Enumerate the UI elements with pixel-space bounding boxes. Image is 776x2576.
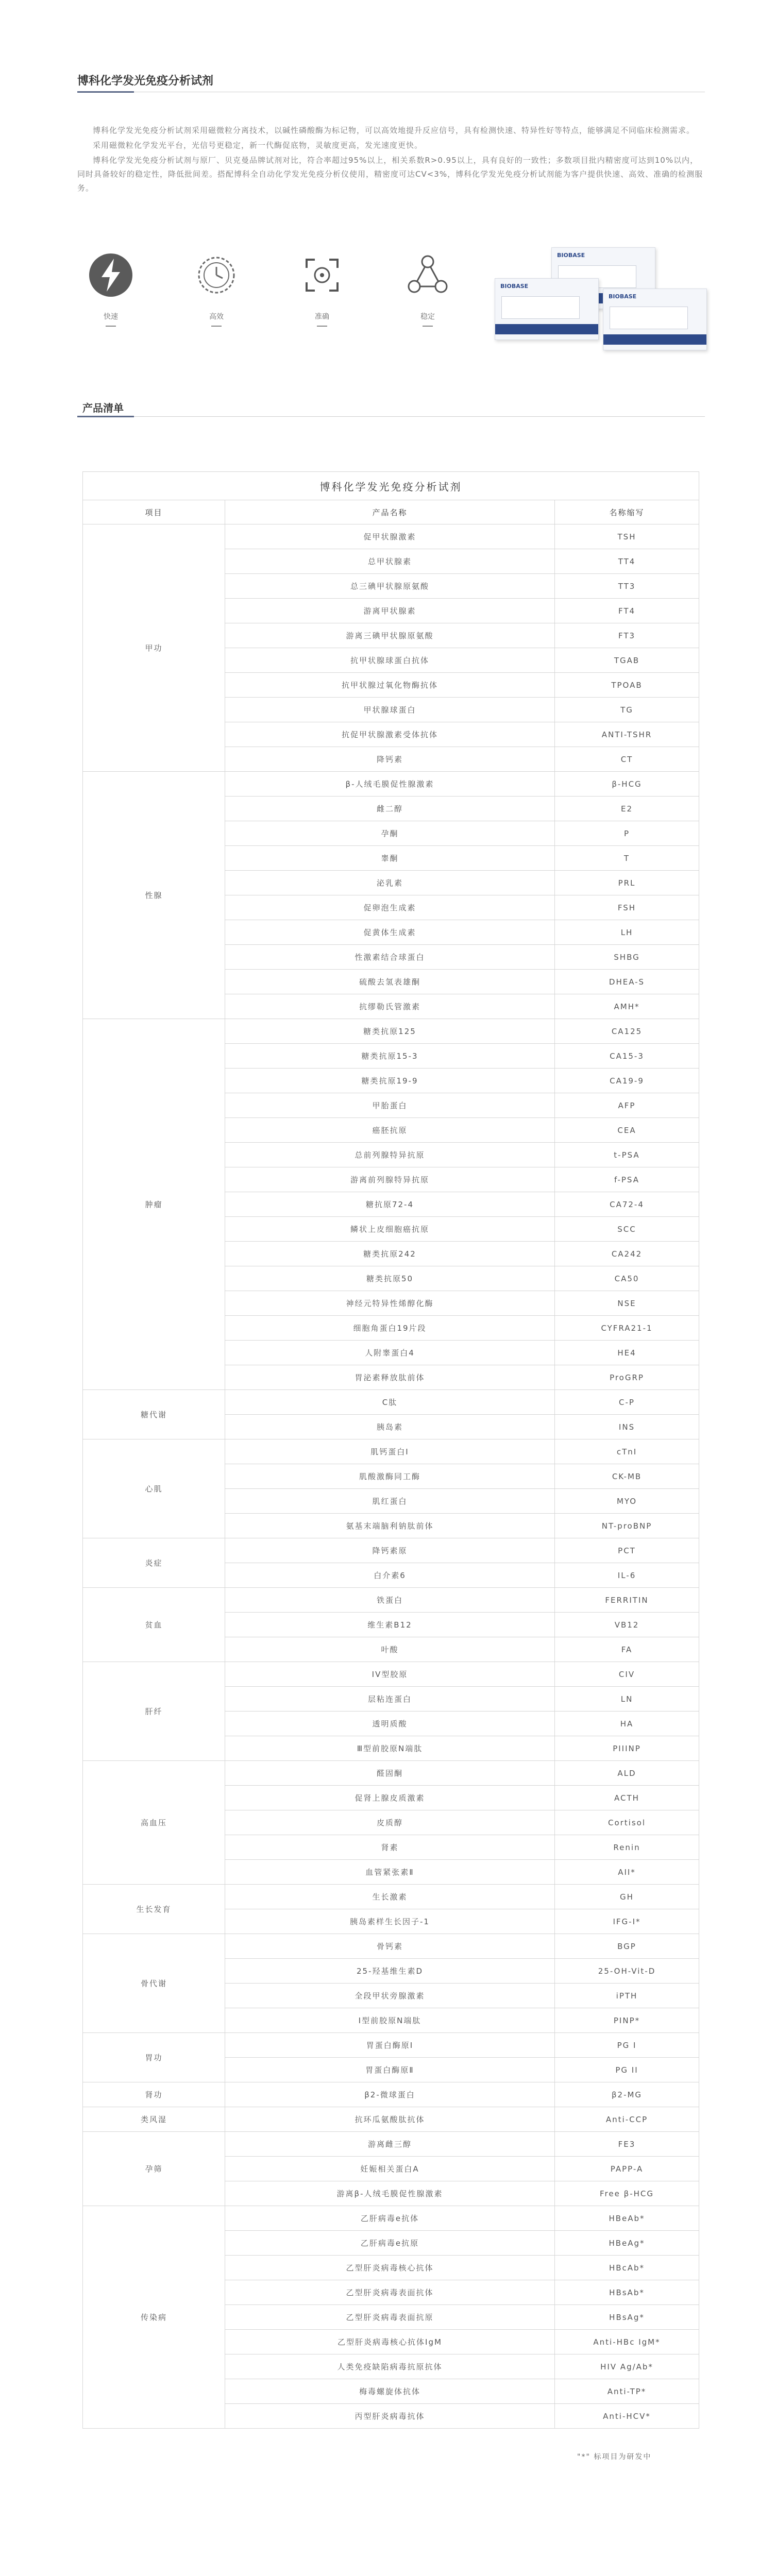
abbreviation-cell: PG I (555, 2033, 699, 2058)
abbreviation-cell: CA72-4 (555, 1192, 699, 1217)
product-name-cell: 游离β-人绒毛膜促性腺激素 (225, 2181, 555, 2206)
product-name-cell: 游离三碘甲状腺原氨酸 (225, 623, 555, 648)
product-name-cell: 孕酮 (225, 821, 555, 846)
target-frame-icon (297, 250, 347, 300)
abbreviation-cell: CEA (555, 1118, 699, 1143)
table-row (83, 524, 699, 549)
product-name-cell: C肽 (225, 1390, 555, 1415)
feature-label: 高效 (209, 313, 224, 321)
abbreviation-cell: LN (555, 1687, 699, 1711)
abbreviation-cell: ACTH (555, 1786, 699, 1810)
abbreviation-cell: CT (555, 747, 699, 772)
section-divider-accent (77, 91, 134, 93)
table-row (83, 1538, 699, 1563)
product-image (495, 242, 711, 361)
intro-text (77, 124, 706, 196)
product-name-cell: 胃蛋白酶原Ⅰ (225, 2033, 555, 2058)
product-name-cell: 肌红蛋白 (225, 1489, 555, 1514)
product-name-cell: 铁蛋白 (225, 1588, 555, 1613)
abbreviation-cell: Anti-CCP (555, 2107, 699, 2132)
abbreviation-cell: CYFRA21-1 (555, 1316, 699, 1341)
product-name-cell: 细胞角蛋白19片段 (225, 1316, 555, 1341)
abbreviation-cell: FT4 (555, 599, 699, 623)
product-name-cell: 胃蛋白酶原Ⅱ (225, 2058, 555, 2082)
table-row (83, 1662, 699, 1687)
category-cell: 孕筛 (83, 2132, 225, 2206)
abbreviation-cell: HBsAg* (555, 2305, 699, 2330)
product-name-cell: 维生素B12 (225, 1613, 555, 1637)
abbreviation-cell: ANTI-TSHR (555, 722, 699, 747)
feature-label: 快速 (104, 313, 118, 321)
product-name-cell: 骨钙素 (225, 1934, 555, 1959)
category-cell: 贫血 (83, 1588, 225, 1662)
abbreviation-cell: ProGRP (555, 1365, 699, 1390)
abbreviation-cell: CA15-3 (555, 1044, 699, 1069)
abbreviation-cell: INS (555, 1415, 699, 1439)
category-cell: 性腺 (83, 772, 225, 1019)
product-name-cell: 睾酮 (225, 846, 555, 871)
gear-clock-icon (192, 250, 241, 300)
product-name-cell: 总三碘甲状腺原氨酸 (225, 574, 555, 599)
intro-paragraph: 博科化学发光免疫分析试剂与原厂、贝克曼品牌试剂对比，符合率超过95%以上，相关系数R>0.95以上，具有良好的一致性；多数项目批内精密度可达到10%以内，同时具备较好的稳定性，降低批间差。搭配博科全自动化学发光免疫分析仪使用，精密度可达CV<3%，博科化学发光免疫分析试剂能为客户提供快速、高效、准确的检测服务。 (77, 156, 703, 193)
abbreviation-cell: FERRITIN (555, 1588, 699, 1613)
product-name-cell: 胃泌素释放肽前体 (225, 1365, 555, 1390)
abbreviation-cell: PRL (555, 871, 699, 895)
product-name-cell: 抗促甲状腺激素受体抗体 (225, 722, 555, 747)
product-name-cell: β2-微球蛋白 (225, 2082, 555, 2107)
product-name-cell: 人类免疫缺陷病毒抗原抗体 (225, 2354, 555, 2379)
table-row (83, 1588, 699, 1613)
product-name-cell: Ⅲ型前胶原N端肽 (225, 1736, 555, 1761)
category-cell: 传染病 (83, 2206, 225, 2429)
product-name-cell: 抗缪勒氏管激素 (225, 994, 555, 1019)
abbreviation-cell: VB12 (555, 1613, 699, 1637)
category-cell: 糖代谢 (83, 1390, 225, 1439)
product-name-cell: IV型胶原 (225, 1662, 555, 1687)
category-cell: 肾功 (83, 2082, 225, 2107)
abbreviation-cell: P (555, 821, 699, 846)
product-name-cell: 胰岛素样生长因子-1 (225, 1909, 555, 1934)
table-header-row (83, 500, 699, 524)
product-name-cell: 抗环瓜氨酸肽抗体 (225, 2107, 555, 2132)
abbreviation-cell: HBeAb* (555, 2206, 699, 2231)
abbreviation-cell: FA (555, 1637, 699, 1662)
abbreviation-cell: CA19-9 (555, 1069, 699, 1093)
footnote: "*" 标项目为研发中 (577, 2453, 652, 2461)
product-name-cell: 人附睾蛋白4 (225, 1341, 555, 1365)
product-name-cell: 甲状腺球蛋白 (225, 698, 555, 722)
abbreviation-cell: LH (555, 920, 699, 945)
abbreviation-cell: PAPP-A (555, 2157, 699, 2181)
product-name-cell: 血管紧张素Ⅱ (225, 1860, 555, 1885)
product-name-cell: 甲胎蛋白 (225, 1093, 555, 1118)
abbreviation-cell: HBsAb* (555, 2280, 699, 2305)
abbreviation-cell: PG II (555, 2058, 699, 2082)
product-name-cell: 糖抗原72-4 (225, 1192, 555, 1217)
abbreviation-cell: TPOAB (555, 673, 699, 698)
brand-logo: BIOBASE (609, 293, 637, 300)
table-row (83, 2132, 699, 2157)
abbreviation-cell: GH (555, 1885, 699, 1909)
feature-efficient (183, 250, 250, 327)
abbreviation-cell: CA242 (555, 1242, 699, 1266)
abbreviation-cell: IFG-I* (555, 1909, 699, 1934)
product-name-cell: 糖类抗原19-9 (225, 1069, 555, 1093)
product-name-cell: 糖类抗原125 (225, 1019, 555, 1044)
abbreviation-cell: β-HCG (555, 772, 699, 796)
product-name-cell: 全段甲状旁腺激素 (225, 1984, 555, 2008)
product-name-cell: 乙型肝炎病毒核心抗体IgM (225, 2330, 555, 2354)
feature-underline (211, 326, 222, 327)
product-name-cell: 鳞状上皮细胞癌抗原 (225, 1217, 555, 1242)
abbreviation-cell: NSE (555, 1291, 699, 1316)
product-name-cell: 梅毒螺旋体抗体 (225, 2379, 555, 2404)
product-name-cell: 游离雌三醇 (225, 2132, 555, 2157)
product-name-cell: 肾素 (225, 1835, 555, 1860)
product-name-cell: 促肾上腺皮质激素 (225, 1786, 555, 1810)
category-cell: 肝纤 (83, 1662, 225, 1761)
product-name-cell: 抗甲状腺过氧化物酶抗体 (225, 673, 555, 698)
product-name-cell: 癌胚抗原 (225, 1118, 555, 1143)
table-row (83, 2107, 699, 2132)
abbreviation-cell: HA (555, 1711, 699, 1736)
product-name-cell: 总甲状腺素 (225, 549, 555, 574)
product-name-cell: 乙型肝炎病毒表面抗原 (225, 2305, 555, 2330)
product-name-cell: 妊娠相关蛋白A (225, 2157, 555, 2181)
abbreviation-cell: IL-6 (555, 1563, 699, 1588)
product-name-cell: 叶酸 (225, 1637, 555, 1662)
table-row (83, 1934, 699, 1959)
abbreviation-cell: AII* (555, 1860, 699, 1885)
abbreviation-cell: AMH* (555, 994, 699, 1019)
product-name-cell: 总前列腺特异抗原 (225, 1143, 555, 1167)
feature-underline (423, 326, 433, 327)
product-name-cell: 醛固酮 (225, 1761, 555, 1786)
abbreviation-cell: TGAB (555, 648, 699, 673)
column-header: 项目 (83, 500, 225, 524)
table-row (83, 772, 699, 796)
product-name-cell: 雌二醇 (225, 796, 555, 821)
abbreviation-cell: Anti-HCV* (555, 2404, 699, 2429)
product-name-cell: 透明质酸 (225, 1711, 555, 1736)
category-cell: 生长发育 (83, 1885, 225, 1934)
abbreviation-cell: FE3 (555, 2132, 699, 2157)
abbreviation-cell: Anti-HBc IgM* (555, 2330, 699, 2354)
abbreviation-cell: PCT (555, 1538, 699, 1563)
product-list-title: 产品清单 (82, 402, 124, 414)
abbreviation-cell: ALD (555, 1761, 699, 1786)
column-header: 产品名称 (225, 500, 555, 524)
product-name-cell: 肌钙蛋白I (225, 1439, 555, 1464)
reagent-box (603, 289, 707, 350)
abbreviation-cell: TT4 (555, 549, 699, 574)
table-title: 博科化学发光免疫分析试剂 (83, 472, 699, 500)
product-name-cell: 生长激素 (225, 1885, 555, 1909)
feature-stable (394, 250, 461, 327)
intro-paragraph: 采用磁微粒化学发光平台，光信号更稳定，新一代酶促底物，灵敏度更高，发光速度更快。 (93, 141, 423, 150)
product-name-cell: 肌酸激酶同工酶 (225, 1464, 555, 1489)
product-name-cell: 促甲状腺激素 (225, 524, 555, 549)
reagent-box (495, 278, 599, 340)
brand-logo: BIOBASE (557, 252, 585, 259)
product-name-cell: 促卵泡生成素 (225, 895, 555, 920)
abbreviation-cell: MYO (555, 1489, 699, 1514)
abbreviation-cell: TT3 (555, 574, 699, 599)
abbreviation-cell: HIV Ag/Ab* (555, 2354, 699, 2379)
lightning-icon (86, 250, 136, 300)
product-name-cell: 促黄体生成素 (225, 920, 555, 945)
intro-paragraph: 博科化学发光免疫分析试剂采用磁微粒分离技术，以碱性磷酸酶为标记物，可以高效地提升反应信号，具有检测快速、特异性好等特点，能够满足不同临床检测需求。 (93, 126, 695, 135)
feature-fast (77, 250, 144, 327)
table-row (83, 2082, 699, 2107)
category-cell: 甲功 (83, 524, 225, 772)
table-row (83, 1761, 699, 1786)
product-name-cell: 层粘连蛋白 (225, 1687, 555, 1711)
product-name-cell: 糖类抗原50 (225, 1266, 555, 1291)
feature-label: 稳定 (420, 313, 435, 321)
category-cell: 胃功 (83, 2033, 225, 2082)
product-name-cell: 丙型肝炎病毒抗体 (225, 2404, 555, 2429)
abbreviation-cell: FSH (555, 895, 699, 920)
product-name-cell: 游离前列腺特异抗原 (225, 1167, 555, 1192)
section-divider-accent (77, 416, 134, 417)
abbreviation-cell: TG (555, 698, 699, 722)
category-cell: 心肌 (83, 1439, 225, 1538)
product-name-cell: 皮质醇 (225, 1810, 555, 1835)
product-name-cell: Ⅰ型前胶原N端肽 (225, 2008, 555, 2033)
abbreviation-cell: TSH (555, 524, 699, 549)
abbreviation-cell: CIV (555, 1662, 699, 1687)
product-name-cell: 游离甲状腺素 (225, 599, 555, 623)
abbreviation-cell: iPTH (555, 1984, 699, 2008)
abbreviation-cell: C-P (555, 1390, 699, 1415)
category-cell: 骨代谢 (83, 1934, 225, 2033)
abbreviation-cell: NT-proBNP (555, 1514, 699, 1538)
product-name-cell: 糖类抗原242 (225, 1242, 555, 1266)
product-name-cell: 乙肝病毒e抗体 (225, 2206, 555, 2231)
feature-label: 准确 (315, 313, 329, 321)
product-table (82, 471, 699, 2429)
product-name-cell: 胰岛素 (225, 1415, 555, 1439)
product-name-cell: 乙型肝炎病毒核心抗体 (225, 2256, 555, 2280)
abbreviation-cell: DHEA-S (555, 970, 699, 994)
abbreviation-cell: PINP* (555, 2008, 699, 2033)
product-name-cell: 降钙素 (225, 747, 555, 772)
category-cell: 高血压 (83, 1761, 225, 1885)
abbreviation-cell: CA125 (555, 1019, 699, 1044)
abbreviation-cell: CA50 (555, 1266, 699, 1291)
abbreviation-cell: HBeAg* (555, 2231, 699, 2256)
abbreviation-cell: f-PSA (555, 1167, 699, 1192)
abbreviation-cell: HBcAb* (555, 2256, 699, 2280)
abbreviation-cell: Cortisol (555, 1810, 699, 1835)
feature-underline (317, 326, 327, 327)
feature-underline (106, 326, 116, 327)
table-row (83, 2206, 699, 2231)
abbreviation-cell: PIIINP (555, 1736, 699, 1761)
product-name-cell: 氨基末端脑利钠肽前体 (225, 1514, 555, 1538)
triangle-nodes-icon (403, 250, 452, 300)
abbreviation-cell: Free β-HCG (555, 2181, 699, 2206)
product-name-cell: 泌乳素 (225, 871, 555, 895)
table-row (83, 2033, 699, 2058)
product-name-cell: 25-羟基维生素D (225, 1959, 555, 1984)
abbreviation-cell: 25-OH-Vit-D (555, 1959, 699, 1984)
category-cell: 类风湿 (83, 2107, 225, 2132)
product-name-cell: 硫酸去氢表雄酮 (225, 970, 555, 994)
section-divider (77, 416, 705, 417)
abbreviation-cell: E2 (555, 796, 699, 821)
brand-logo: BIOBASE (500, 283, 529, 290)
product-name-cell: 降钙素原 (225, 1538, 555, 1563)
abbreviation-cell: BGP (555, 1934, 699, 1959)
table-row (83, 1390, 699, 1415)
product-name-cell: 乙型肝炎病毒表面抗体 (225, 2280, 555, 2305)
category-cell: 炎症 (83, 1538, 225, 1588)
product-name-cell: 糖类抗原15-3 (225, 1044, 555, 1069)
abbreviation-cell: t-PSA (555, 1143, 699, 1167)
abbreviation-cell: Anti-TP* (555, 2379, 699, 2404)
feature-accurate (289, 250, 356, 327)
abbreviation-cell: cTnI (555, 1439, 699, 1464)
abbreviation-cell: SHBG (555, 945, 699, 970)
product-name-cell: 白介素6 (225, 1563, 555, 1588)
section-title: 博科化学发光免疫分析试剂 (77, 75, 214, 88)
abbreviation-cell: AFP (555, 1093, 699, 1118)
product-name-cell: 神经元特异性烯醇化酶 (225, 1291, 555, 1316)
product-name-cell: 性激素结合球蛋白 (225, 945, 555, 970)
feature-icons (77, 250, 469, 353)
abbreviation-cell: T (555, 846, 699, 871)
column-header: 名称缩写 (555, 500, 699, 524)
abbreviation-cell: β2-MG (555, 2082, 699, 2107)
abbreviation-cell: Renin (555, 1835, 699, 1860)
category-cell: 肿瘤 (83, 1019, 225, 1390)
product-name-cell: 乙肝病毒e抗原 (225, 2231, 555, 2256)
abbreviation-cell: SCC (555, 1217, 699, 1242)
table-row (83, 1885, 699, 1909)
abbreviation-cell: CK-MB (555, 1464, 699, 1489)
abbreviation-cell: HE4 (555, 1341, 699, 1365)
product-name-cell: β-人绒毛膜促性腺激素 (225, 772, 555, 796)
table-row (83, 1019, 699, 1044)
product-name-cell: 抗甲状腺球蛋白抗体 (225, 648, 555, 673)
abbreviation-cell: FT3 (555, 623, 699, 648)
table-row (83, 1439, 699, 1464)
